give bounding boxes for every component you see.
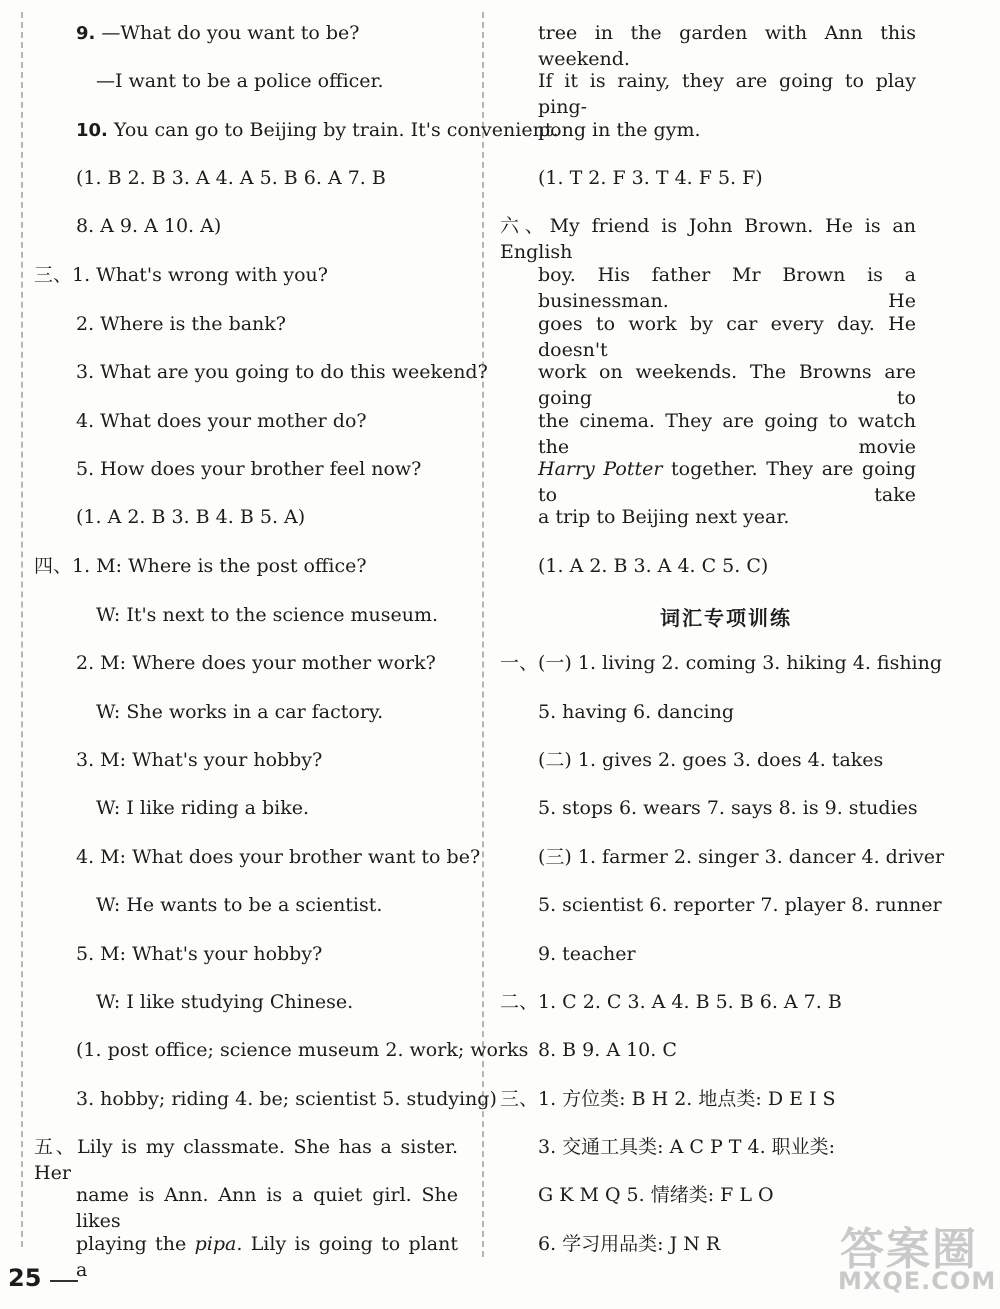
column-divider-dashed-line [482,12,484,1257]
section-title: 词汇专项训练 [660,606,792,630]
vocab-line: 5. stops 6. wears 7. says 8. is 9. studies [538,797,918,819]
vocab-line: (二) 1. gives 2. goes 3. does 4. takes [538,749,884,771]
watermark-text: 答案圈 [840,1224,978,1275]
vocab-line: 3. 交通工具类: A C P T 4. 职业类: [538,1136,836,1158]
answer-key-line: 3. hobby; riding 4. be; scientist 5. studying) [76,1088,497,1110]
answer-key-line: 8. A 9. A 10. A) [76,215,222,237]
watermark-url: MXQE.COM [838,1267,997,1295]
page-number: 25 [8,1264,42,1292]
answer-key-line: (1. post office; science museum 2. work; works [76,1039,529,1061]
section-4-line: W: She works in a car factory. [96,701,384,723]
vocab-line: G K M Q 5. 情绪类: F L O [538,1184,774,1206]
section-3-line: 三、1. What's wrong with you? [34,264,328,286]
answer-key-line: (1. B 2. B 3. A 4. A 5. B 6. A 7. B [76,167,386,189]
page-number-dash [50,1280,78,1282]
vocab-line: 5. scientist 6. reporter 7. player 8. runner [538,894,942,916]
section-4-line: 四、1. M: Where is the post office? [34,555,367,577]
section-4-line: 2. M: Where does your mother work? [76,652,436,674]
answer-key-line: (1. T 2. F 3. T 4. F 5. F) [538,167,763,189]
section-5-line: pong in the gym. [538,119,701,141]
vocab-line: (三) 1. farmer 2. singer 3. dancer 4. driver [538,846,945,868]
vocab-line: 6. 学习用品类: J N R [538,1233,721,1255]
answer-key-line: (1. A 2. B 3. A 4. C 5. C) [538,555,769,577]
section-4-line: 4. M: What does your brother want to be? [76,846,481,868]
section-4-line: W: He wants to be a scientist. [96,894,383,916]
section-3-line: 4. What does your mother do? [76,410,367,432]
section-6-line: the cinema. They are going to watch the movie [538,410,916,458]
answer-line: —I want to be a police officer. [96,70,384,92]
section-3-line: 5. How does your brother feel now? [76,458,422,480]
vocab-line: 9. teacher [538,943,636,965]
section-4-line: W: I like riding a bike. [96,797,310,819]
section-5-line: If it is rainy, they are going to play ping- [538,70,916,118]
section-6-line: boy. His father Mr Brown is a businessman. He [538,264,916,312]
vocab-line: 二、1. C 2. C 3. A 4. B 5. B 6. A 7. B [500,991,842,1013]
section-5-line: playing the pipa. Lily is going to plant a [76,1233,458,1281]
section-4-line: W: I like studying Chinese. [96,991,354,1013]
vocab-line: 三、1. 方位类: B H 2. 地点类: D E I S [500,1088,836,1110]
section-3-line: 2. Where is the bank? [76,313,286,335]
vocab-line: 5. having 6. dancing [538,701,734,723]
section-6-line: a trip to Beijing next year. [538,506,790,528]
section-6-line: 六、My friend is John Brown. He is an English [500,215,916,263]
answer-key-line: (1. A 2. B 3. B 4. B 5. A) [76,506,306,528]
vocab-line: 一、(一) 1. living 2. coming 3. hiking 4. fishing [500,652,943,674]
answer-line: 9. —What do you want to be? [76,22,360,44]
watermark-logo [800,1213,997,1303]
section-6-line: goes to work by car every day. He doesn't [538,313,916,361]
section-5-line: name is Ann. Ann is a quiet girl. She likes [76,1184,458,1232]
section-3-line: 3. What are you going to do this weekend? [76,361,488,383]
section-4-line: 3. M: What's your hobby? [76,749,323,771]
vocab-line: 8. B 9. A 10. C [538,1039,677,1061]
left-margin-dashed-line [21,12,23,1247]
section-5-line: tree in the garden with Ann this weekend. [538,22,916,70]
answer-line: 10. You can go to Beijing by train. It's convenient. [76,119,559,141]
section-6-line: work on weekends. The Browns are going to [538,361,916,409]
section-4-line: 5. M: What's your hobby? [76,943,323,965]
section-4-line: W: It's next to the science museum. [96,604,439,626]
section-5-line: 五、Lily is my classmate. She has a sister. Her [34,1136,458,1184]
section-6-line: Harry Potter together. They are going to take [538,458,916,506]
